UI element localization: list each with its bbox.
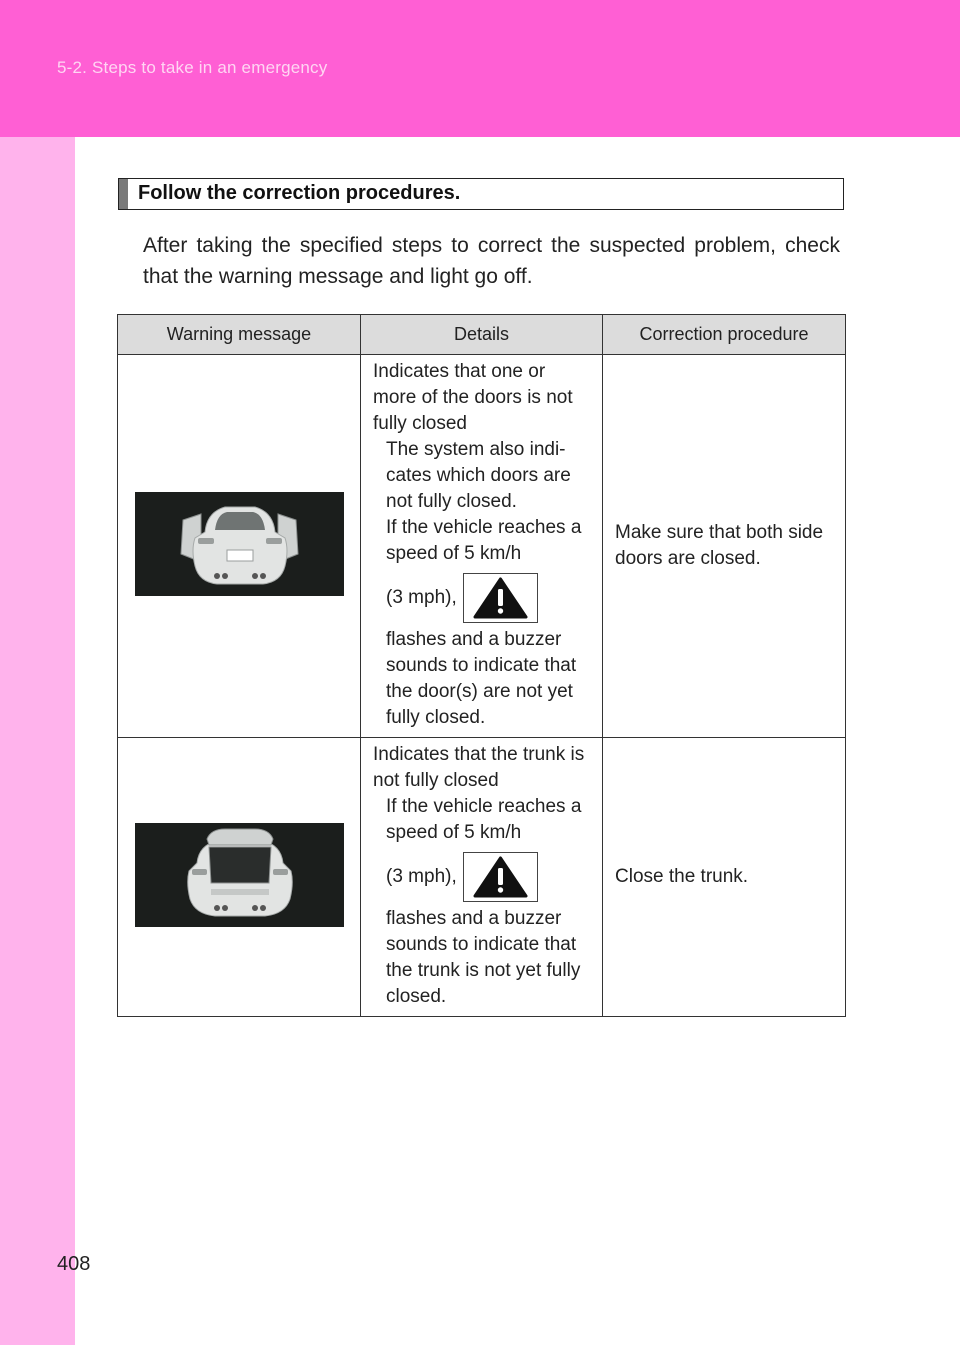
page-number: 408 xyxy=(57,1253,91,1275)
exclamation-triangle-icon xyxy=(463,573,538,623)
details-speed-value: (3 mph), xyxy=(386,587,457,608)
details-cell xyxy=(361,738,603,1017)
details-note: The system also indi-cates which doors are not fully closed. xyxy=(386,439,571,512)
details-main: Indicates that the trunk is not fully closed xyxy=(373,744,585,791)
side-margin-band xyxy=(0,137,75,1345)
car-trunk-open-icon xyxy=(135,823,344,927)
details-speed-line xyxy=(373,852,590,902)
details-speed-condition: If the vehicle reaches a speed of 5 km/h xyxy=(386,796,582,843)
section-heading xyxy=(118,178,844,210)
exclamation-triangle-icon xyxy=(463,852,538,902)
details-main: Indicates that one or more of the doors is not fully closed xyxy=(373,361,573,434)
details-speed-condition: If the vehicle reaches a speed of 5 km/h xyxy=(386,517,582,564)
warning-message-cell xyxy=(118,355,361,738)
details-speed-value: (3 mph), xyxy=(386,866,457,887)
details-speed-line xyxy=(373,573,590,623)
car-doors-open-icon xyxy=(135,492,344,596)
correction-cell: Make sure that both side doors are closed. xyxy=(603,355,846,738)
column-header-correction: Correction procedure xyxy=(603,315,846,355)
section-heading-text: Follow the correction procedures. xyxy=(138,182,461,204)
intro-paragraph: After taking the specified steps to correct the suspected problem, check that the warning message and light go off. xyxy=(143,234,840,288)
warning-message-cell xyxy=(118,738,361,1017)
heading-accent-bar xyxy=(119,179,128,209)
details-cell xyxy=(361,355,603,738)
warning-table xyxy=(117,314,846,1017)
details-tail: flashes and a buzzer sounds to indicate that the door(s) are not yet fully closed. xyxy=(386,629,577,728)
details-tail: flashes and a buzzer sounds to indicate that the trunk is not yet fully closed. xyxy=(386,908,581,1007)
breadcrumb: 5-2. Steps to take in an emergency xyxy=(57,58,328,77)
column-header-warning-message: Warning message xyxy=(118,315,361,355)
table-header-row xyxy=(118,315,846,355)
table-row xyxy=(118,738,846,1017)
column-header-details: Details xyxy=(361,315,603,355)
correction-cell: Close the trunk. xyxy=(603,738,846,1017)
table-row xyxy=(118,355,846,738)
